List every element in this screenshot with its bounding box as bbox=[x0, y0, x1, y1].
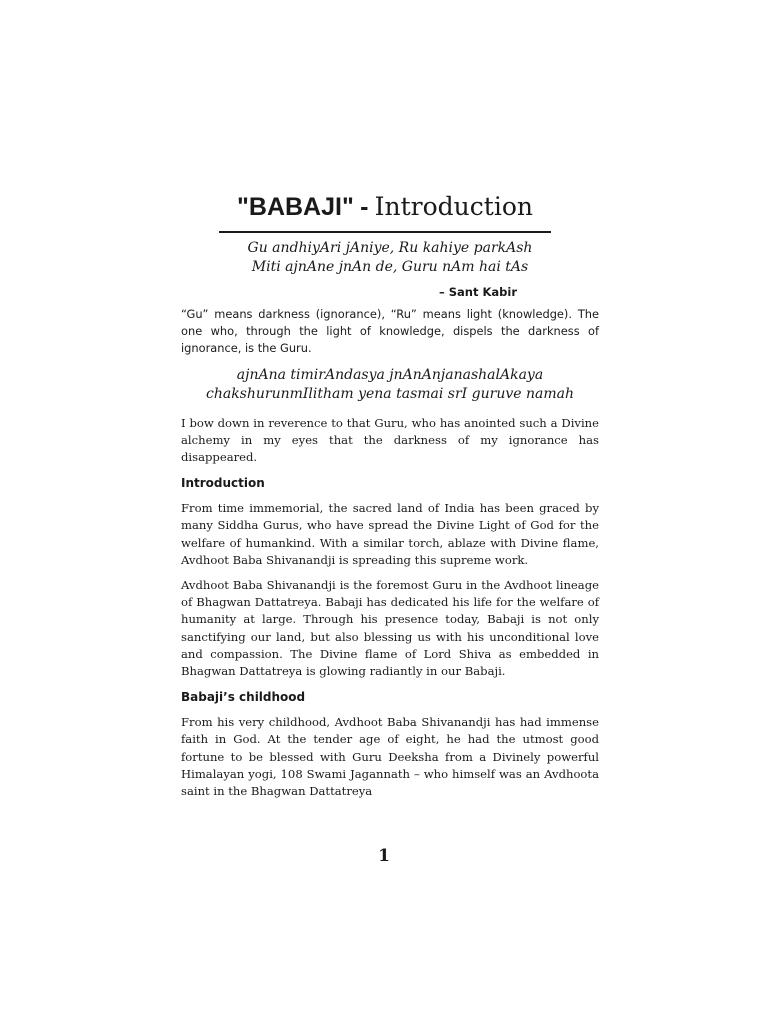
epigraph-line: Gu andhiyAri jAniye, Ru kahiye parkAsh bbox=[247, 240, 533, 256]
title-main: "BABAJI" bbox=[237, 193, 354, 221]
homage-paragraph: I bow down in reverence to that Guru, who has anointed such a Divine alchemy in my eyes that the darkness of my ignorance has disappeared. bbox=[181, 415, 599, 465]
meaning-paragraph: “Gu” means darkness (ignorance), “Ru” means light (knowledge). The one who, through the light of knowledge, dispels the darkness of ignorance, is the Guru. bbox=[181, 307, 599, 356]
title-subtitle: Introduction bbox=[374, 192, 533, 221]
body-paragraph: From time immemorial, the sacred land of India has been graced by many Siddha Gurus, who have spread the Divine Light of God for the welfare of humankind. With a similar torch, ablaze with Divine flame, Avdhoot Baba Shivanandji is spreading this supreme work. bbox=[181, 501, 599, 567]
epigraph bbox=[181, 239, 599, 301]
sanskrit-verse bbox=[181, 366, 599, 405]
epigraph-attribution: – Sant Kabir bbox=[438, 285, 517, 299]
epigraph-line: Miti ajnAne jnAn de, Guru nAm hai tAs bbox=[251, 259, 529, 275]
page-number: 1 bbox=[378, 846, 390, 866]
page-title bbox=[219, 186, 551, 233]
section-heading-childhood: Babaji’s childhood bbox=[181, 690, 306, 705]
document-page bbox=[181, 186, 599, 800]
body-paragraph: From his very childhood, Avdhoot Baba Shivanandji has had immense faith in God. At the tender age of eight, he had the utmost good fortune to be blessed with Guru Deeksha from a Divinely powerful Himalayan yogi, 108 Swami Jagannath – who himself was an Avdhoota saint in the Bhagwan Dattatreya bbox=[181, 715, 599, 799]
section-heading-introduction: Introduction bbox=[181, 476, 265, 491]
sanskrit-verse-line: ajnAna timirAndasya jnAnAnjanashalAkaya bbox=[236, 366, 544, 383]
body-paragraph: Avdhoot Baba Shivanandji is the foremost Guru in the Avdhoot lineage of Bhagwan Dattatreya. Babaji has dedicated his life for the welfare of humanity at large. Through his presence today, Babaji is not only sanctifying our land, but also blessing us with his unconditional love and compassion. The Divine flame of Lord Shiva as embedded in Bhagwan Dattatreya is glowing radiantly in our Babaji. bbox=[181, 578, 599, 679]
sanskrit-verse-line: chakshurunmIlitham yena tasmai srI guruve namah bbox=[205, 386, 574, 403]
title-separator: - bbox=[360, 193, 369, 221]
